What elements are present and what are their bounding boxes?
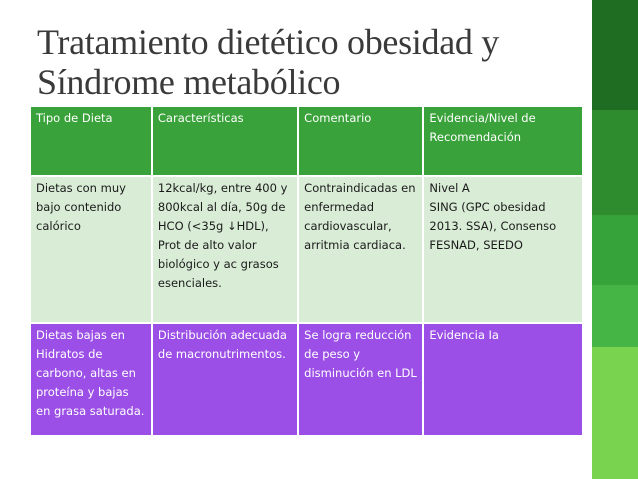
table-cell: Evidencia Ia: [424, 324, 584, 437]
table-cell: Dietas con muy bajo contenido calórico: [31, 177, 153, 324]
title-line-1: Tratamiento dietético obesidad y: [37, 22, 499, 62]
table-header-row: [31, 107, 584, 177]
header-cell: Tipo de Dieta: [31, 107, 153, 177]
decorative-side-bar: [592, 0, 638, 479]
table-cell: Distribución adecuada de macronutrimentos.: [153, 324, 299, 437]
header-cell: Evidencia/Nivel de Recomendación: [424, 107, 584, 177]
table-cell: Contraindicadas en enfermedad cardiovascular, arritmia cardiaca.: [299, 177, 424, 324]
side-bar-block: [592, 110, 638, 215]
table-cell: Se logra reducción de peso y disminución en LDL: [299, 324, 424, 437]
table-row: [31, 324, 584, 437]
table-cell: Nivel A SING (GPC obesidad 2013. SSA), Consenso FESNAD, SEEDO: [424, 177, 584, 324]
header-cell: Características: [153, 107, 299, 177]
side-bar-block: [592, 215, 638, 285]
table-cell: 12kcal/kg, entre 400 y 800kcal al día, 50g de HCO (<35g ↓HDL), Prot de alto valor biológico y ac grasos esenciales.: [153, 177, 299, 324]
side-bar-block: [592, 347, 638, 479]
side-bar-block: [592, 285, 638, 347]
side-bar-block: [592, 0, 638, 110]
header-cell: Comentario: [299, 107, 424, 177]
title-line-2: Síndrome metabólico: [37, 62, 341, 102]
page-title: [37, 22, 577, 102]
table-row: [31, 177, 584, 324]
table-cell: Dietas bajas en Hidratos de carbono, altas en proteína y bajas en grasa saturada.: [31, 324, 153, 437]
diet-table: [31, 107, 584, 437]
